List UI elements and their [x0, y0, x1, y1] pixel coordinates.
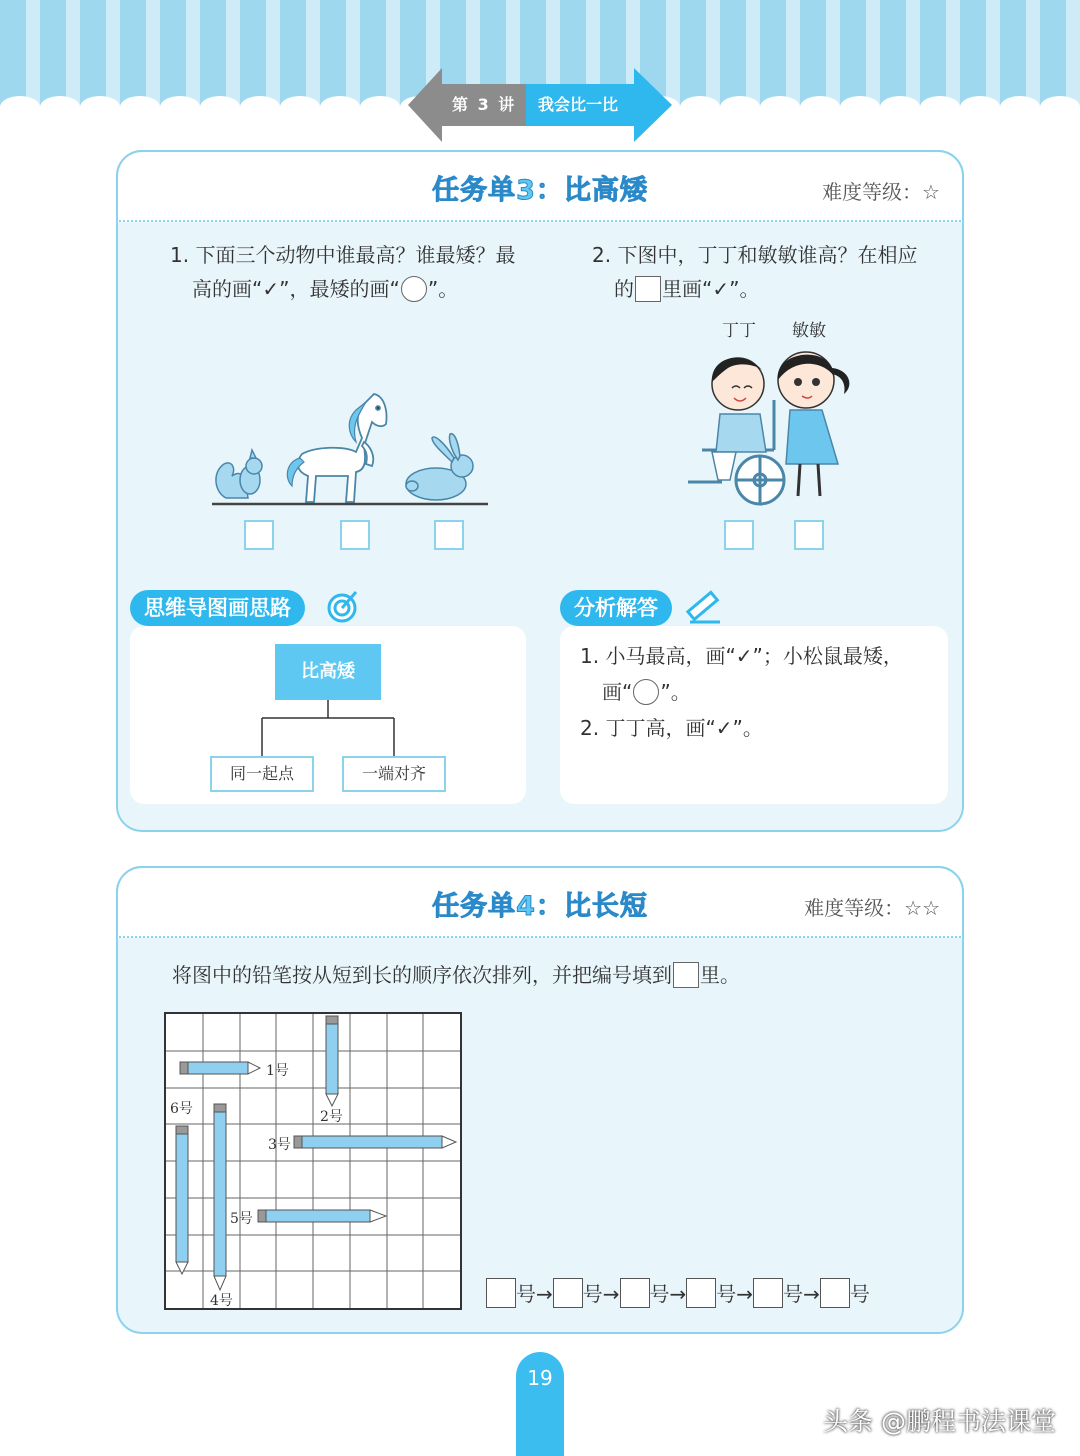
answer-sequence	[486, 1278, 870, 1308]
circle-symbol	[633, 679, 659, 705]
answer1-line2	[580, 674, 940, 710]
task3-q2	[592, 238, 962, 306]
instruction-b: 里。	[700, 963, 740, 987]
q1-line2-a: 高的画“✓”，最矮的画“	[192, 277, 400, 301]
box-symbol	[673, 962, 699, 988]
task3-header	[116, 150, 964, 222]
label-pencil-4: 4号	[210, 1293, 233, 1309]
name-minmin: 敏敏	[792, 321, 826, 341]
q2-line1: 2. 下图中，丁丁和敏敏谁高？在相应	[592, 243, 918, 267]
girl-minmin	[778, 352, 850, 496]
pencil-icon	[684, 586, 724, 626]
rabbit-icon	[406, 434, 473, 500]
task3-difficulty: 难度等级：☆	[822, 180, 940, 204]
pencil-5	[258, 1210, 386, 1222]
answer-box-rabbit[interactable]	[434, 520, 464, 550]
answer1-line1: 1. 小马最高，画“✓”；小松鼠最矮，	[580, 644, 903, 668]
seq-box-3[interactable]	[620, 1278, 650, 1308]
q2-line2-b: 里画“✓”。	[662, 277, 760, 301]
task4-instruction	[172, 958, 932, 992]
q2-line2-a: 的	[614, 277, 634, 301]
q1-line1: 1. 下面三个动物中谁最高？谁最矮？最	[170, 243, 516, 267]
q1-line2-b: ”。	[427, 277, 459, 301]
seq-arrow: →	[536, 1282, 553, 1306]
seq-arrow: →	[669, 1282, 687, 1306]
label-pencil-5: 5号	[230, 1211, 253, 1227]
label-pencil-2: 2号	[320, 1109, 343, 1125]
seq-box-2[interactable]	[553, 1278, 583, 1308]
horse-icon	[298, 394, 387, 502]
task3-title: 任务单3：比高矮	[432, 175, 648, 206]
mindmap-connector	[252, 700, 412, 760]
answer1-line2-b: ”。	[660, 680, 691, 704]
pencil-1	[180, 1062, 260, 1074]
squirrel-icon	[216, 450, 262, 498]
circle-symbol	[401, 276, 427, 302]
pencils-layer	[164, 1012, 464, 1312]
task4-difficulty: 难度等级：☆☆	[804, 896, 940, 920]
seq-unit: 号	[849, 1282, 870, 1306]
answer2: 2. 丁丁高，画“✓”。	[580, 716, 763, 740]
watermark: 头条 @鹏程书法课堂	[823, 1407, 1056, 1436]
seq-box-5[interactable]	[753, 1278, 783, 1308]
lesson-banner	[408, 68, 672, 142]
box-symbol	[635, 276, 661, 302]
task3-q1	[170, 238, 550, 306]
instruction-a: 将图中的铅笔按从短到长的顺序依次排列，并把编号填到	[172, 963, 672, 987]
seq-unit: 号	[716, 1282, 737, 1306]
answer-box-minmin[interactable]	[794, 520, 824, 550]
label-pencil-6: 6号	[170, 1101, 193, 1117]
answer-box-squirrel[interactable]	[244, 520, 274, 550]
analysis-answer	[580, 638, 940, 746]
animals-illustration	[206, 380, 496, 514]
label-pencil-3: 3号	[268, 1137, 291, 1153]
pencil-6	[176, 1126, 188, 1274]
q2-line2	[592, 272, 962, 306]
q1-line2	[170, 272, 550, 306]
task4-title: 任务单4：比长短	[432, 891, 648, 922]
kids-illustration	[682, 340, 862, 510]
target-icon	[326, 586, 360, 626]
mindmap-node-start: 同一起点	[210, 756, 314, 792]
lesson-number: 第 3 讲	[452, 95, 517, 114]
seq-unit: 号	[649, 1282, 670, 1306]
lesson-topic: 我会比一比	[538, 95, 619, 114]
answer-box-horse[interactable]	[340, 520, 370, 550]
page-number: 19	[527, 1366, 553, 1390]
tab-analysis: 分析解答	[560, 590, 672, 626]
answer-box-dingding[interactable]	[724, 520, 754, 550]
label-pencil-1: 1号	[266, 1063, 289, 1079]
pencil-4	[214, 1104, 226, 1290]
seq-box-1[interactable]	[486, 1278, 516, 1308]
seq-unit: 号	[516, 1282, 536, 1306]
seq-unit: 号	[783, 1282, 804, 1306]
tab-mindmap: 思维导图画思路	[130, 590, 305, 626]
pencil-2	[326, 1016, 338, 1106]
mindmap-root: 比高矮	[275, 644, 381, 700]
task4-header	[116, 866, 964, 938]
seq-box-4[interactable]	[686, 1278, 716, 1308]
seq-arrow: →	[803, 1282, 820, 1306]
seq-arrow: →	[736, 1282, 754, 1306]
seq-box-6[interactable]	[820, 1278, 850, 1308]
name-dingding: 丁丁	[722, 321, 756, 341]
pencil-3	[294, 1136, 456, 1148]
page-number-tab	[516, 1352, 564, 1456]
seq-arrow: →	[602, 1282, 620, 1306]
answer1-line2-a: 画“	[602, 680, 633, 704]
mindmap-node-align: 一端对齐	[342, 756, 446, 792]
seq-unit: 号	[582, 1282, 603, 1306]
